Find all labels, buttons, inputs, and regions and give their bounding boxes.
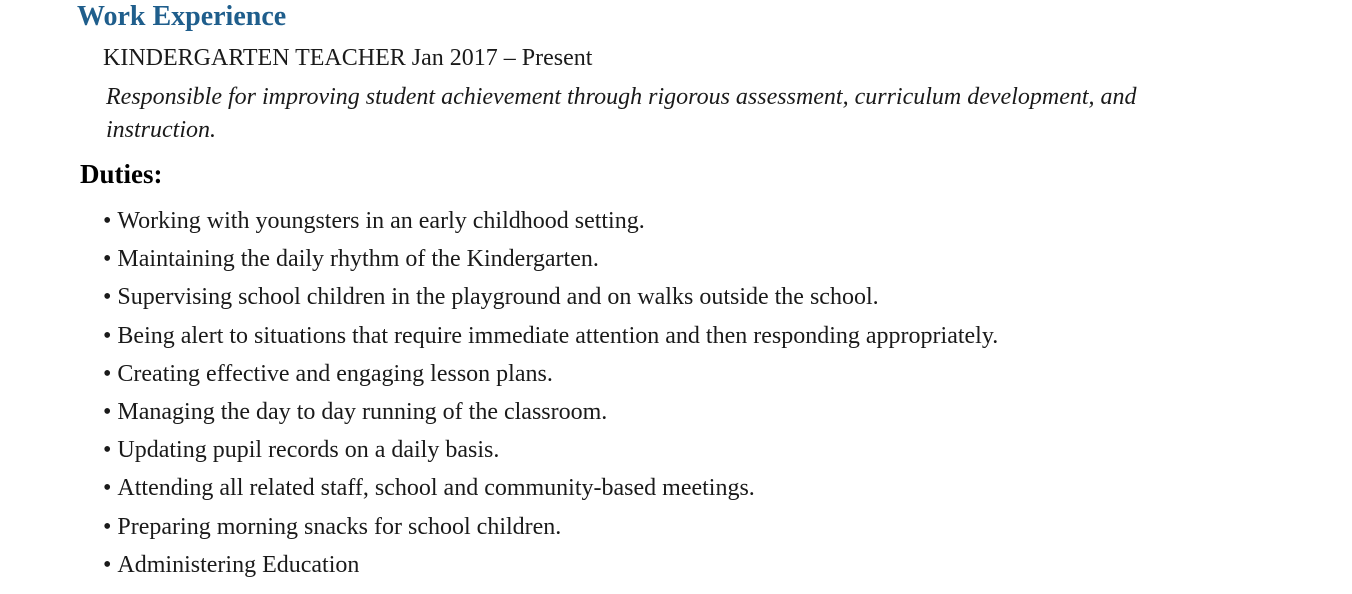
duty-text: Administering Education <box>117 551 360 578</box>
duty-item <box>103 431 998 469</box>
section-heading-work-experience: Work Experience <box>77 1 287 32</box>
bullet-icon: • <box>103 208 112 234</box>
bullet-icon: • <box>103 513 112 540</box>
duty-item <box>103 546 998 584</box>
duty-item <box>103 508 998 546</box>
duty-text: Updating pupil records on a daily basis. <box>117 437 500 464</box>
duty-item <box>103 393 998 431</box>
bullet-icon: • <box>103 551 112 578</box>
duty-text: Creating effective and engaging lesson plans. <box>117 360 553 387</box>
bullet-icon: • <box>103 475 112 502</box>
duty-text: Attending all related staff, school and community-based meetings. <box>117 475 755 502</box>
duty-text: Being alert to situations that require immediate attention and then responding appropriately. <box>117 322 999 349</box>
duty-text: Working with youngsters in an early childhood setting. <box>117 208 645 234</box>
bullet-icon: • <box>103 246 112 273</box>
duty-text: Maintaining the daily rhythm of the Kindergarten. <box>117 246 599 273</box>
duty-item <box>103 355 998 393</box>
job-summary: Responsible for improving student achievement through rigorous assessment, curriculum development, and instruction. <box>106 84 1137 143</box>
job-title-line <box>103 43 592 73</box>
bullet-icon: • <box>103 322 112 349</box>
bullet-icon: • <box>103 360 112 387</box>
bullet-icon: • <box>103 437 112 464</box>
duty-text: Preparing morning snacks for school children. <box>117 513 562 540</box>
duty-item <box>103 202 998 240</box>
duty-item <box>103 240 998 278</box>
bullet-icon: • <box>103 399 112 426</box>
job-title: KINDERGARTEN TEACHER <box>103 45 406 71</box>
duties-heading: Duties: <box>80 159 163 189</box>
duty-item <box>103 278 998 316</box>
duty-text: Supervising school children in the playground and on walks outside the school. <box>117 284 879 311</box>
bullet-icon: • <box>103 284 112 311</box>
duty-item <box>103 317 998 355</box>
duty-item <box>103 469 998 507</box>
job-dates: Jan 2017 – Present <box>411 45 593 71</box>
duty-text: Managing the day to day running of the classroom. <box>117 399 608 426</box>
duties-list <box>103 202 998 584</box>
